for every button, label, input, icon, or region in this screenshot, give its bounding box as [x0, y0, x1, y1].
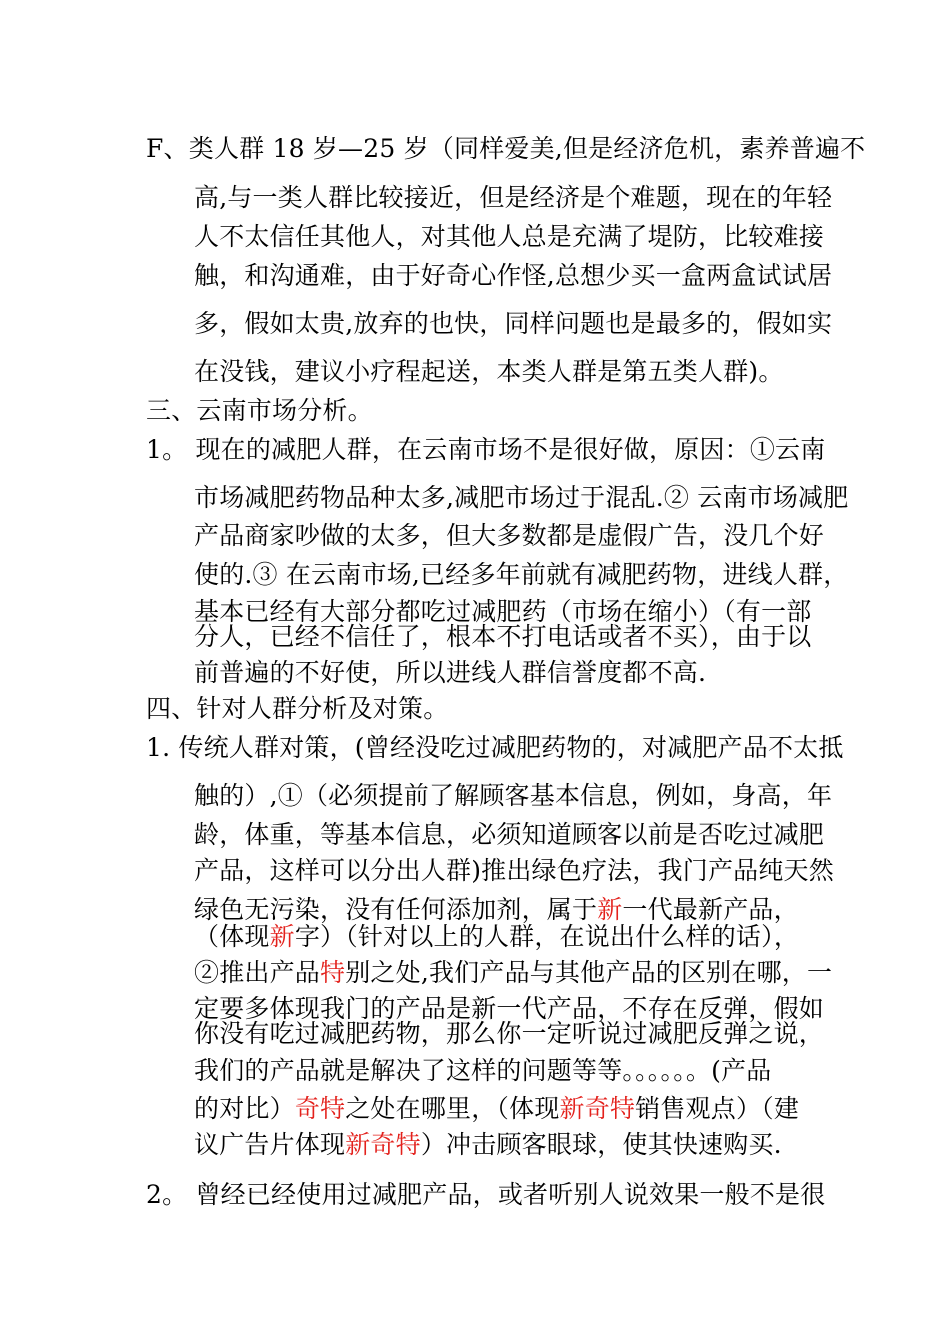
text-run: ）冲击顾客眼球，使其快速购买. [420, 1130, 782, 1159]
text-run: 在没钱，建议小疗程起送，本类人群是第五类人群)。 [194, 357, 784, 386]
text-line [194, 1056, 771, 1086]
text-run: 的对比） [194, 1094, 295, 1123]
text-run: 1。 现在的减肥人群，在云南市场不是很好做，原因：①云南 [146, 435, 826, 464]
text-run: 别之处,我们产品与其他产品的区别在哪，一 [345, 958, 833, 987]
text-run: 龄，体重，等基本信息，必须知道顾客以前是否吃过减肥 [194, 820, 825, 849]
text-line [194, 820, 824, 850]
text-line [194, 1094, 799, 1124]
text-run: 使的.③ 在云南市场,已经多年前就有减肥药物，进线人群， [194, 560, 849, 589]
text-run: 我们的产品就是解决了这样的问题等等。。。。。。(产品 [194, 1056, 772, 1085]
text-line [194, 560, 848, 590]
highlight-text: 特 [320, 958, 346, 987]
highlight-text: 新奇特 [559, 1094, 636, 1123]
section-heading [146, 694, 448, 724]
text-run: ②推出产品 [194, 958, 321, 987]
text-run: 你没有吃过减肥药物，那么你一定听说过减肥反弹之说， [194, 1019, 825, 1048]
text-run: 触，和沟通难，由于好奇心作怪,总想少买一盒两盒试试居 [194, 261, 833, 290]
text-run: 1. 传统人群对策，(曾经没吃过减肥药物的，对减肥产品不太抵 [146, 733, 844, 762]
text-line [194, 222, 824, 252]
text-run: 产品，这样可以分出人群)推出绿色疗法，我门产品纯天然 [194, 856, 834, 885]
text-line [194, 958, 832, 988]
text-line [194, 483, 848, 513]
text-line [194, 1130, 782, 1160]
text-run: 四、针对人群分析及对策。 [146, 694, 449, 723]
text-line [194, 1019, 824, 1049]
text-run: 三、云南市场分析。 [146, 396, 373, 425]
text-line [194, 357, 784, 387]
text-run: 议广告片体现 [194, 1130, 346, 1159]
text-run: 一代最新产品， [622, 895, 799, 924]
text-line [194, 895, 799, 925]
highlight-text: 新奇特 [345, 1130, 421, 1159]
text-run: 市场减肥药物品种太多,减肥市场过于混乱.② 云南市场减肥 [194, 483, 849, 512]
text-run: 之处在哪里，（体现 [345, 1094, 560, 1123]
text-line [146, 134, 865, 164]
text-run: 销售观点）（建 [635, 1094, 800, 1123]
text-run: 触的）,①（必须提前了解顾客基本信息，例如，身高，年 [194, 781, 833, 810]
text-run: 2。 曾经已经使用过减肥产品，或者听别人说效果一般不是很 [146, 1180, 826, 1209]
text-line [194, 781, 832, 811]
highlight-text: 新 [269, 922, 295, 951]
text-line [194, 622, 812, 652]
text-run: 人不太信任其他人，对其他人总是充满了堤防，比较难接 [194, 222, 825, 251]
text-run: 字）（针对以上的人群，在说出什么样的话）， [294, 922, 800, 951]
text-run: 前普遍的不好使，所以进线人群信誉度都不高. [194, 658, 707, 687]
text-run: 基本已经有大部分都吃过减肥药（市场在缩小）（有一部 [194, 597, 812, 626]
text-run: 产品商家吵做的太多，但大多数都是虚假广告，没几个好 [194, 521, 825, 550]
list-item [146, 733, 844, 763]
text-line [194, 309, 832, 339]
text-line [194, 183, 832, 213]
text-run: 分人，已经不信任了，根本不打电话或者不买），由于以 [194, 622, 812, 651]
text-line [194, 261, 832, 291]
text-line [194, 856, 834, 886]
text-line [194, 922, 799, 952]
text-run: F、类人群 18 岁—25 岁（同样爱美,但是经济危机，素养普遍不 [146, 134, 866, 163]
list-item [146, 1180, 825, 1210]
section-heading [146, 396, 373, 426]
text-run: 多，假如太贵,放弃的也快，同样问题也是最多的，假如实 [194, 309, 833, 338]
text-run: （体现 [194, 922, 270, 951]
text-line [194, 658, 706, 688]
text-run: 高,与一类人群比较接近，但是经济是个难题，现在的年轻 [194, 183, 833, 212]
highlight-text: 新 [597, 895, 623, 924]
text-line [194, 521, 824, 551]
text-run: 定要多体现我门的产品是新一代产品，不存在反弹，假如 [194, 994, 825, 1023]
list-item [146, 435, 825, 465]
highlight-text: 奇特 [294, 1094, 346, 1123]
text-run: 绿色无污染，没有任何添加剂，属于 [194, 895, 598, 924]
